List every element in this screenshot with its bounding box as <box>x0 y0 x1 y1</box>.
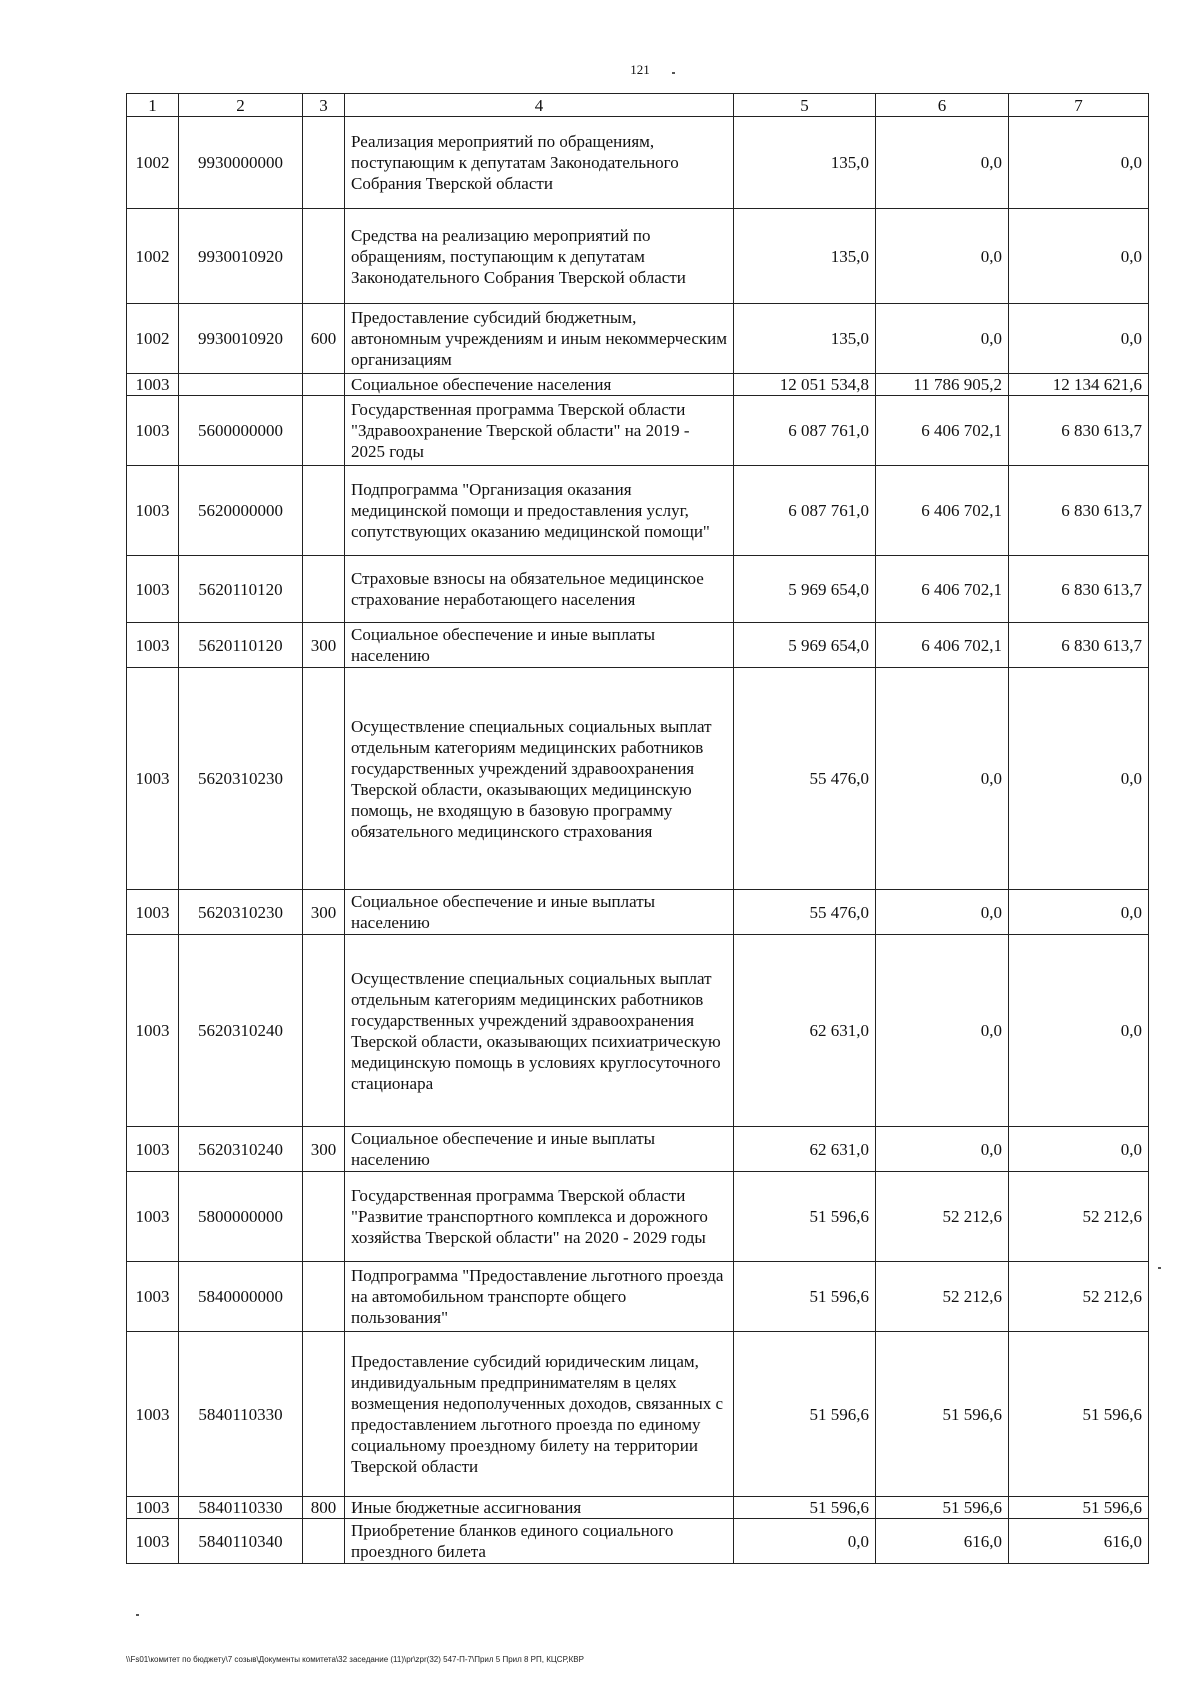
header-col-3: 3 <box>303 94 345 117</box>
cell-amount-2: 0,0 <box>876 890 1009 935</box>
cell-amount-1: 135,0 <box>734 117 876 209</box>
cell-target-code: 5840110340 <box>179 1519 303 1564</box>
table-row <box>127 466 1149 556</box>
cell-amount-1: 62 631,0 <box>734 1127 876 1172</box>
cell-amount-3: 0,0 <box>1009 209 1149 304</box>
cell-target-code: 5620310230 <box>179 890 303 935</box>
cell-target-code: 5800000000 <box>179 1172 303 1262</box>
cell-amount-3: 0,0 <box>1009 668 1149 890</box>
page-number: 121 <box>630 62 650 77</box>
cell-name: Государственная программа Тверской области "Здравоохранение Тверской области" на 2019 - 2025 годы <box>345 396 734 466</box>
table-row <box>127 1332 1149 1497</box>
cell-expense-kind <box>303 1172 345 1262</box>
cell-amount-2: 51 596,6 <box>876 1497 1009 1519</box>
header-col-2: 2 <box>179 94 303 117</box>
cell-expense-kind <box>303 209 345 304</box>
cell-name: Государственная программа Тверской области "Развитие транспортного комплекса и дорожного хозяйства Тверской области" на 2020 - 2029 годы <box>345 1172 734 1262</box>
cell-expense-kind <box>303 117 345 209</box>
cell-amount-3: 52 212,6 <box>1009 1262 1149 1332</box>
cell-expense-kind: 800 <box>303 1497 345 1519</box>
cell-target-code: 5620310240 <box>179 935 303 1127</box>
cell-target-code: 5840110330 <box>179 1497 303 1519</box>
cell-amount-3: 0,0 <box>1009 935 1149 1127</box>
scan-speck <box>1158 1267 1161 1269</box>
cell-amount-2: 51 596,6 <box>876 1332 1009 1497</box>
cell-expense-kind <box>303 1262 345 1332</box>
cell-expense-kind <box>303 466 345 556</box>
cell-amount-2: 0,0 <box>876 209 1009 304</box>
cell-amount-1: 0,0 <box>734 1519 876 1564</box>
cell-amount-3: 616,0 <box>1009 1519 1149 1564</box>
budget-table <box>126 93 1149 1564</box>
cell-name: Реализация мероприятий по обращениям, поступающим к депутатам Законодательного Собрания Тверской области <box>345 117 734 209</box>
header-col-1: 1 <box>127 94 179 117</box>
cell-section: 1003 <box>127 1497 179 1519</box>
cell-amount-1: 55 476,0 <box>734 668 876 890</box>
cell-amount-1: 51 596,6 <box>734 1262 876 1332</box>
cell-target-code: 5840000000 <box>179 1262 303 1332</box>
header-row <box>127 94 1149 117</box>
cell-target-code: 5620110120 <box>179 556 303 623</box>
cell-amount-3: 0,0 <box>1009 117 1149 209</box>
cell-target-code: 5620310240 <box>179 1127 303 1172</box>
table-row <box>127 668 1149 890</box>
cell-section: 1003 <box>127 1262 179 1332</box>
header-col-7: 7 <box>1009 94 1149 117</box>
cell-amount-2: 0,0 <box>876 935 1009 1127</box>
cell-amount-3: 6 830 613,7 <box>1009 396 1149 466</box>
cell-expense-kind <box>303 556 345 623</box>
cell-expense-kind: 300 <box>303 890 345 935</box>
cell-amount-1: 6 087 761,0 <box>734 396 876 466</box>
cell-amount-2: 6 406 702,1 <box>876 623 1009 668</box>
cell-amount-2: 6 406 702,1 <box>876 466 1009 556</box>
cell-section: 1003 <box>127 466 179 556</box>
cell-section: 1003 <box>127 935 179 1127</box>
table-row <box>127 117 1149 209</box>
table-row <box>127 1262 1149 1332</box>
cell-amount-3: 6 830 613,7 <box>1009 556 1149 623</box>
cell-amount-1: 5 969 654,0 <box>734 623 876 668</box>
cell-amount-1: 6 087 761,0 <box>734 466 876 556</box>
cell-section: 1003 <box>127 1332 179 1497</box>
cell-name: Подпрограмма "Организация оказания медицинской помощи и предоставления услуг, сопутствующих оказанию медицинской помощи" <box>345 466 734 556</box>
cell-amount-3: 51 596,6 <box>1009 1497 1149 1519</box>
table-row <box>127 1519 1149 1564</box>
header-col-5: 5 <box>734 94 876 117</box>
cell-name: Осуществление специальных социальных выплат отдельным категориям медицинских работников государственных учреждений здравоохранения Тверской области, оказывающих психиатрическую медицинскую помощь в условиях круглосуточного стационара <box>345 935 734 1127</box>
cell-amount-1: 51 596,6 <box>734 1332 876 1497</box>
cell-amount-3: 0,0 <box>1009 304 1149 374</box>
cell-expense-kind <box>303 374 345 396</box>
cell-section: 1002 <box>127 209 179 304</box>
cell-target-code <box>179 374 303 396</box>
cell-name: Социальное обеспечение и иные выплаты населению <box>345 1127 734 1172</box>
header-col-4: 4 <box>345 94 734 117</box>
cell-amount-1: 55 476,0 <box>734 890 876 935</box>
cell-expense-kind: 600 <box>303 304 345 374</box>
cell-name: Страховые взносы на обязательное медицинское страхование неработающего населения <box>345 556 734 623</box>
cell-target-code: 9930000000 <box>179 117 303 209</box>
footer-file-path: \\Fs01\комитет по бюджету\7 созыв\Документы комитета\32 заседание (11)\pr\zpr(32) 547-П-7\Прил 5 Прил 8 РП, КЦСР,КВР <box>126 1655 584 1664</box>
table-row <box>127 396 1149 466</box>
cell-name: Приобретение бланков единого социального проездного билета <box>345 1519 734 1564</box>
cell-name: Иные бюджетные ассигнования <box>345 1497 734 1519</box>
cell-expense-kind: 300 <box>303 1127 345 1172</box>
cell-amount-2: 6 406 702,1 <box>876 396 1009 466</box>
scan-speck <box>136 1614 139 1616</box>
cell-amount-3: 12 134 621,6 <box>1009 374 1149 396</box>
cell-expense-kind <box>303 1519 345 1564</box>
table-row <box>127 374 1149 396</box>
cell-section: 1003 <box>127 374 179 396</box>
cell-name: Социальное обеспечение населения <box>345 374 734 396</box>
cell-section: 1003 <box>127 1127 179 1172</box>
cell-expense-kind <box>303 1332 345 1497</box>
cell-name: Предоставление субсидий юридическим лицам, индивидуальным предпринимателям в целях возмещения недополученных доходов, связанных с предоставлением льготного проезда по единому социальному проездному билету на территории Тверской области <box>345 1332 734 1497</box>
cell-amount-2: 0,0 <box>876 1127 1009 1172</box>
cell-amount-2: 616,0 <box>876 1519 1009 1564</box>
cell-target-code: 5620000000 <box>179 466 303 556</box>
table-row <box>127 1172 1149 1262</box>
cell-amount-1: 12 051 534,8 <box>734 374 876 396</box>
cell-amount-1: 51 596,6 <box>734 1497 876 1519</box>
cell-expense-kind <box>303 935 345 1127</box>
cell-amount-3: 52 212,6 <box>1009 1172 1149 1262</box>
cell-section: 1003 <box>127 396 179 466</box>
cell-amount-2: 6 406 702,1 <box>876 556 1009 623</box>
cell-section: 1003 <box>127 668 179 890</box>
table-row <box>127 209 1149 304</box>
table-row <box>127 935 1149 1127</box>
cell-name: Подпрограмма "Предоставление льготного проезда на автомобильном транспорте общего пользования" <box>345 1262 734 1332</box>
cell-name: Средства на реализацию мероприятий по обращениям, поступающим к депутатам Законодательного Собрания Тверской области <box>345 209 734 304</box>
cell-amount-2: 0,0 <box>876 668 1009 890</box>
cell-amount-2: 52 212,6 <box>876 1262 1009 1332</box>
cell-amount-2: 52 212,6 <box>876 1172 1009 1262</box>
table-row <box>127 556 1149 623</box>
table-row <box>127 623 1149 668</box>
cell-section: 1003 <box>127 890 179 935</box>
cell-target-code: 5620110120 <box>179 623 303 668</box>
cell-amount-3: 0,0 <box>1009 890 1149 935</box>
table-row <box>127 1127 1149 1172</box>
cell-name: Социальное обеспечение и иные выплаты населению <box>345 623 734 668</box>
cell-section: 1002 <box>127 304 179 374</box>
cell-expense-kind: 300 <box>303 623 345 668</box>
cell-section: 1003 <box>127 556 179 623</box>
cell-target-code: 5620310230 <box>179 668 303 890</box>
cell-target-code: 9930010920 <box>179 209 303 304</box>
cell-amount-1: 62 631,0 <box>734 935 876 1127</box>
header-col-6: 6 <box>876 94 1009 117</box>
cell-name: Предоставление субсидий бюджетным, автономным учреждениям и иным некоммерческим организациям <box>345 304 734 374</box>
cell-amount-1: 135,0 <box>734 209 876 304</box>
cell-amount-2: 0,0 <box>876 117 1009 209</box>
cell-amount-3: 0,0 <box>1009 1127 1149 1172</box>
cell-name: Социальное обеспечение и иные выплаты населению <box>345 890 734 935</box>
cell-amount-1: 5 969 654,0 <box>734 556 876 623</box>
cell-amount-3: 51 596,6 <box>1009 1332 1149 1497</box>
cell-section: 1003 <box>127 623 179 668</box>
table-row <box>127 304 1149 374</box>
cell-section: 1003 <box>127 1172 179 1262</box>
cell-amount-2: 11 786 905,2 <box>876 374 1009 396</box>
cell-amount-1: 135,0 <box>734 304 876 374</box>
table-row <box>127 1497 1149 1519</box>
scan-speck <box>672 72 675 74</box>
cell-target-code: 5840110330 <box>179 1332 303 1497</box>
cell-expense-kind <box>303 668 345 890</box>
table-row <box>127 890 1149 935</box>
cell-section: 1003 <box>127 1519 179 1564</box>
cell-section: 1002 <box>127 117 179 209</box>
cell-amount-2: 0,0 <box>876 304 1009 374</box>
cell-target-code: 9930010920 <box>179 304 303 374</box>
cell-name: Осуществление специальных социальных выплат отдельным категориям медицинских работников государственных учреждений здравоохранения Тверской области, оказывающих медицинскую помощь, не входящую в базовую программу обязательного медицинского страхования <box>345 668 734 890</box>
cell-target-code: 5600000000 <box>179 396 303 466</box>
cell-expense-kind <box>303 396 345 466</box>
cell-amount-3: 6 830 613,7 <box>1009 623 1149 668</box>
cell-amount-3: 6 830 613,7 <box>1009 466 1149 556</box>
cell-amount-1: 51 596,6 <box>734 1172 876 1262</box>
